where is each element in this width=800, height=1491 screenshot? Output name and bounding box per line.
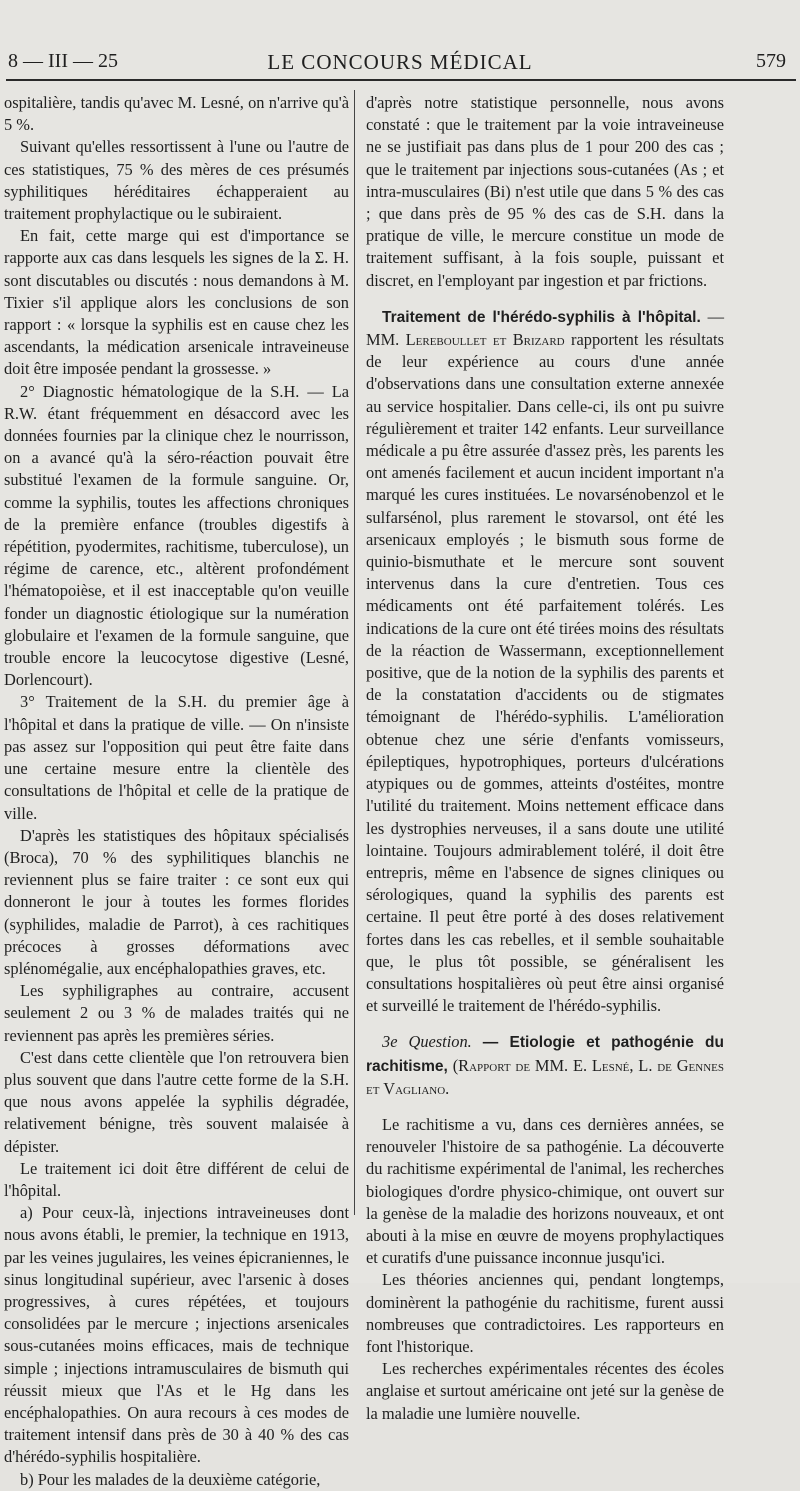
paragraph: d'après notre statistique personnelle, nous avons constaté : que le traitement par la voie intraveineuse ne se justifiait pas dans plus de 1 pour 200 des cas ; que le traitement par injections sous-cutanées (As ; et intra-musculaires (Bi) n'est utile que dans 5 % des cas ; que dans près de 95 % des cas de S.H. dans la pratique de ville, le mercure constitue un mode de traitement suffisant, à la fois souple, puissant et discret, en l'employant par ingestion et par frictions. <box>366 93 724 290</box>
section-title: Traitement de l'hérédo-syphilis à l'hôpital. <box>382 308 701 326</box>
right-column <box>366 92 724 1425</box>
question-rapport: (Rapport de MM. E. Lesné, L. de Gennes et Vagliano. <box>366 1055 724 1098</box>
paragraph: D'après les statistiques des hôpitaux spécialisés (Broca), 70 % des syphilitiques blanchis ne reviennent plus se faire traiter : ce sont eux qui donneront le jour à toutes les formes florides (syphilides, maladie de Parrot), à ces rachitiques précoces à grosses déformations avec splénomégalie, aux encéphalopathies graves, etc. <box>4 825 349 978</box>
section-text: rapportent les résultats de leur expérience au cours d'une année d'observations dans une consultation externe annexée au service hospitalier. Dans celle-ci, ils ont pu suivre régulièrement et traiter 142 enfants. Leur surveillance médicale a pu être assurée d'assez près, les parents les ont amenés facilement et aucun incident important n'a marqué les cures instituées. Le novarsénobenzol et le sulfarsénol, plus rarement le stovarsol, ont été les arsenicaux employés ; le bismuth sous forme de quinio-bismuthate et le mercure sont souvent intervenus dans la cure d'entretien. Tous ces médicaments ont été parfaitement tolérés. Les indications de la cure ont été tirées moins des résultats de la réaction de Wassermann, exceptionnellement positive, que de la notion de la syphilis des parents et de la constatation d'accidents ou de stigmates témoignant de l'hérédo-syphilis. L'amélioration obtenue chez une série d'enfants vomisseurs, épileptiques, hypotrophiques, porteurs d'ulcérations atypiques ou de gommes, atteints d'ostéites, montre l'utilité du traitement. Moins nettement efficace dans les dystrophies nerveuses, il a sans doute une utilité lointaine. Toujours admirablement toléré, il doit être entrepris, même en l'absence de signes cliniques ou sérologiques, quand la syphilis des parents est certaine. Il peut être porté à des doses relativement fortes dans les cas rebelles, et il semble souhaitable que, le plus tôt possible, se généralisent les consultations hospitalières où peut être ainsi organisé et surveillé le traitement de l'hérédo-syphilis. <box>366 330 724 1016</box>
header-rule <box>6 79 796 81</box>
paragraph: Les recherches expérimentales récentes des écoles anglaise et surtout américaine ont jeté sur la genèse de la maladie une lumière nouvelle. <box>366 1359 724 1423</box>
paragraph: 3° Traitement de la S.H. du premier âge à l'hôpital et dans la pratique de ville. — On n'insiste pas assez sur l'opposition qui peut être faite dans une certaine mesure entre la clientèle des consultations de l'hôpital et celle de la pratique de ville. <box>4 692 349 823</box>
question-label: 3e Question. <box>382 1032 472 1052</box>
paragraph: Les théories anciennes qui, pendant longtemps, dominèrent la pathogénie du rachitisme, furent aussi nombreuses que contradictoires. Les rapporteurs en font l'historique. <box>366 1270 724 1356</box>
section-authors: — MM. Lereboullet et Brizard <box>366 306 724 350</box>
question-title: — Etiologie et pathogénie du rachitisme, <box>366 1034 724 1075</box>
paragraph: ospitalière, tandis qu'avec M. Lesné, on n'arrive qu'à 5 %. <box>4 93 349 135</box>
paragraph: 2° Diagnostic hématologique de la S.H. — La R.W. étant fréquemment en désaccord avec les données fournies par la clinique chez le nourrisson, on a avancé qu'à la séro-réaction pouvait être substitué l'examen de la formule sanguine. Or, comme la syphilis, toutes les affections chroniques de la première enfance (troubles digestifs à répétition, pyodermites, rachitisme, tuberculose), un régime de carence, etc., altèrent profondément l'hématopoièse, et il est inacceptable qu'on veuille fonder un diagnostic étiologique sur la numération globulaire et l'examen de la formule sanguine, que trouble encore la leucocytose digestive (Lesné, Dorlencourt). <box>4 381 349 690</box>
journal-title: LE CONCOURS MÉDICAL <box>267 50 533 74</box>
issue-reference: 8 — III — 25 <box>8 50 118 72</box>
page-header <box>0 46 800 76</box>
paragraph: En fait, cette marge qui est d'importance se rapporte aux cas dans lesquels les signes de la Σ. H. sont discutables ou discutés : nous demandons à M. Tixier s'il applique alors les conclusions de son rapport : « lorsque la syphilis est en cause chez les ascendants, la médication arsenicale intraveineuse doit être imposée pendant la grossesse. » <box>4 226 349 379</box>
paragraph: a) Pour ceux-là, injections intraveineuses dont nous avons établi, le premier, la technique en 1913, par les veines jugulaires, les veines épicraniennes, le sinus longitudinal supérieur, avec l'arsenic à doses progressives, à cures répétées, et toujours consolidées par le mercure ; injections arsenicales sous-cutanées moins efficaces, mais de technique simple ; injections intramusculaires de bismuth qui réussit mieux que l'As et le Hg dans les encéphalopathies. On aura recours à ces modes de traitement intensif dans près de 30 à 40 % des cas d'hérédo-syphilis hospitalière. <box>4 1203 349 1467</box>
paragraph: Le rachitisme a vu, dans ces dernières années, se renouveler l'histoire de sa pathogénie. La découverte du rachitisme expérimental de l'animal, les recherches biologiques d'ordre physico-chimique, ont ouvert sur la genèse de la maladie des horizons nouveaux, et ont abouti à la mise en œuvre de moyens prophylactiques et curatifs d'une puissance inconnue jusqu'ici. <box>366 1114 724 1268</box>
left-column <box>4 92 349 1491</box>
paragraph: C'est dans cette clientèle que l'on retrouvera bien plus souvent que dans l'autre cette forme de la S.H. que nous avons appelée la syphilis dégradée, relativement bénigne, très souvent malaisée à dépister. <box>4 1047 349 1156</box>
page-number: 579 <box>756 50 786 72</box>
section-paragraph <box>366 306 724 1018</box>
paragraph: Les syphiligraphes au contraire, accusent seulement 2 ou 3 % de malades traités qui ne reviennent pas après les premières séries. <box>4 981 349 1045</box>
paragraph: Suivant qu'elles ressortissent à l'une ou l'autre de ces statistiques, 75 % des mères de ces présumés syphilitiques héréditaires échapperaient au traitement prophylactique ou le subiraient. <box>4 137 349 224</box>
question-heading <box>366 1031 724 1100</box>
paragraph: Le traitement ici doit être différent de celui de l'hôpital. <box>4 1158 349 1200</box>
paragraph: b) Pour les malades de la deuxième catégorie, <box>20 1469 321 1489</box>
column-divider <box>354 90 355 1215</box>
